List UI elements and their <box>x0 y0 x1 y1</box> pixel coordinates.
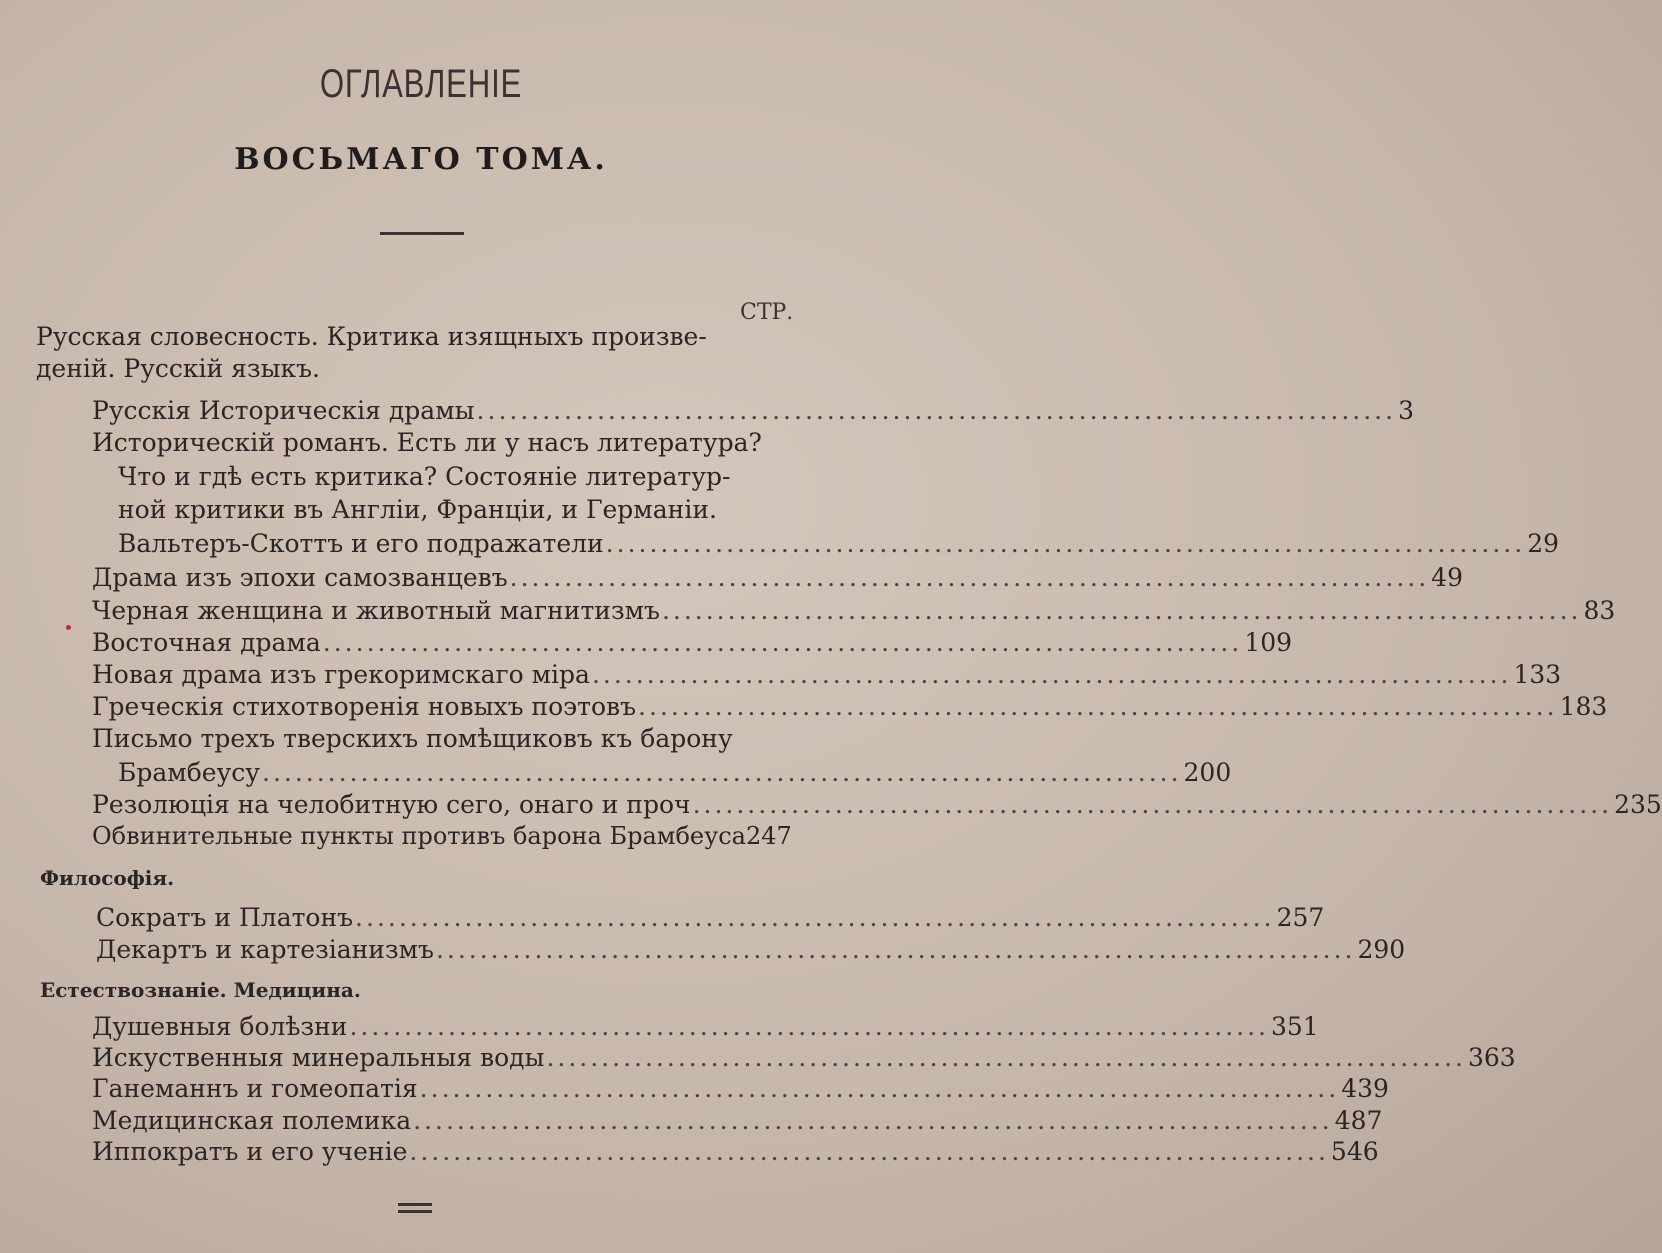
toc-entry[interactable] <box>92 1074 1389 1103</box>
toc-entry-title: Сократъ и Платонъ <box>96 903 354 932</box>
title-divider <box>380 232 464 235</box>
toc-entry-page: 200 <box>1183 758 1232 787</box>
page-column-label: СТР. <box>740 300 794 325</box>
toc-entry-title: Греческія стихотворенія новыхъ поэтовъ <box>92 692 637 721</box>
section-heading: Русская словесность. Критика изящныхъ произве- <box>36 322 707 351</box>
toc-entry[interactable] <box>96 903 1325 932</box>
toc-entry-page: 546 <box>1330 1137 1379 1166</box>
toc-entry[interactable] <box>92 1106 1383 1135</box>
toc-entry-page: 83 <box>1583 596 1616 625</box>
toc-entry-title: Обвинительные пункты противъ барона Брамбеуса <box>92 822 746 850</box>
section-heading: Естествознаніе. Медицина. <box>40 978 361 1002</box>
leader-dots: .................................................................................... <box>355 903 1275 932</box>
page-title: ОГЛАВЛЕНІЕ <box>319 62 523 106</box>
toc-entry-title: Резолюція на челобитную сего, онаго и проч <box>92 790 691 819</box>
toc-entry[interactable] <box>118 529 1560 558</box>
toc-entry-title: Русскія Историческія драмы <box>92 396 475 425</box>
toc-entry[interactable] <box>92 692 1608 721</box>
leader-dots: .................................................................................... <box>476 396 1397 425</box>
toc-entry[interactable] <box>92 563 1463 592</box>
leader-dots: .................................................................................... <box>591 660 1512 689</box>
toc-entry-page: 351 <box>1270 1012 1319 1041</box>
toc-entry-page: 29 <box>1527 529 1560 558</box>
toc-entry-title: Новая драма изъ грекоримскаго міра <box>92 660 590 689</box>
toc-entry[interactable] <box>92 822 806 850</box>
toc-entry-title: Ганеманнъ и гомеопатія <box>92 1074 418 1103</box>
toc-entry-page: 257 <box>1276 903 1325 932</box>
toc-entry-title: Драма изъ эпохи самозванцевъ <box>92 563 508 592</box>
toc-entry-title: Письмо трехъ тверскихъ помѣщиковъ къ барону <box>92 724 733 753</box>
ink-mark <box>66 625 71 630</box>
toc-entry-page: 3 <box>1398 396 1414 425</box>
leader-dots: .................................................................................... <box>692 790 1613 819</box>
toc-entry-page: 487 <box>1334 1106 1383 1135</box>
toc-entry-page: 363 <box>1467 1043 1516 1072</box>
end-divider <box>398 1203 432 1213</box>
leader-dots: .................................................................................... <box>409 1137 1329 1166</box>
toc-entry-page: 235 <box>1614 790 1662 819</box>
toc-entry-page: 439 <box>1341 1074 1389 1103</box>
leader-dots: .................................................................................... <box>413 1106 1333 1135</box>
toc-entry-page: 247 <box>745 822 792 850</box>
leader-dots: .................................................................................... <box>638 692 1558 721</box>
toc-entry[interactable] <box>92 596 1616 625</box>
toc-entry-title: Иппократъ и его ученіе <box>92 1137 408 1166</box>
leader-dots: .................................................................................... <box>605 529 1526 558</box>
leader-dots: .................................................................................... <box>546 1043 1466 1072</box>
toc-entry[interactable] <box>92 628 1293 657</box>
leader-dots: .................................................................................... <box>509 563 1430 592</box>
toc-entry[interactable] <box>92 396 1414 425</box>
leader-dots: .................................................................................... <box>435 935 1356 964</box>
toc-entry-title: Медицинская полемика <box>92 1106 412 1135</box>
toc-entry-title: Декартъ и картезіанизмъ <box>96 935 434 964</box>
leader-dots: .................................................................................... <box>262 758 1182 787</box>
section-heading: деній. Русскій языкъ. <box>36 354 320 383</box>
toc-entry-title: Восточная драма <box>92 628 321 657</box>
leader-dots: .................................................................................... <box>322 628 1243 657</box>
toc-entry-title: Черная женщина и животный магнитизмъ <box>92 596 660 625</box>
toc-entry[interactable] <box>118 758 1232 787</box>
toc-entry-page: 290 <box>1357 935 1406 964</box>
toc-entry[interactable] <box>92 660 1562 689</box>
toc-entry-page: 183 <box>1559 692 1608 721</box>
leader-dots: .................................................................................... <box>349 1012 1269 1041</box>
toc-entry[interactable] <box>92 1137 1379 1166</box>
toc-entry-title: ной критики въ Англіи, Франціи, и Германіи. <box>118 495 717 524</box>
leader-dots: .................................................................................... <box>419 1074 1340 1103</box>
toc-entry-title: Историческій романъ. Есть ли у насъ литература? <box>92 428 762 457</box>
toc-entry[interactable] <box>96 935 1406 964</box>
toc-entry-title: Искуственныя минеральныя воды <box>92 1043 545 1072</box>
toc-entry-page: 49 <box>1431 563 1463 592</box>
toc-entry[interactable] <box>92 790 1662 819</box>
toc-entry-page: 109 <box>1244 628 1293 657</box>
toc-entry[interactable] <box>92 1043 1516 1072</box>
toc-entry-title: Брамбеусу <box>118 758 260 787</box>
toc-entry-title: Вальтеръ-Скоттъ и его подражатели <box>118 529 604 558</box>
toc-entry[interactable] <box>92 1012 1319 1041</box>
page-subtitle: ВОСЬМАГО ТОМА. <box>234 142 608 177</box>
toc-entry-page: 133 <box>1513 660 1562 689</box>
section-heading: Философія. <box>40 866 175 890</box>
toc-entry-title: Душевныя болѣзни <box>92 1012 348 1041</box>
toc-entry-title: Что и гдѣ есть критика? Состояніе литератур- <box>118 462 731 491</box>
leader-dots: .................................................................................... <box>661 596 1582 625</box>
